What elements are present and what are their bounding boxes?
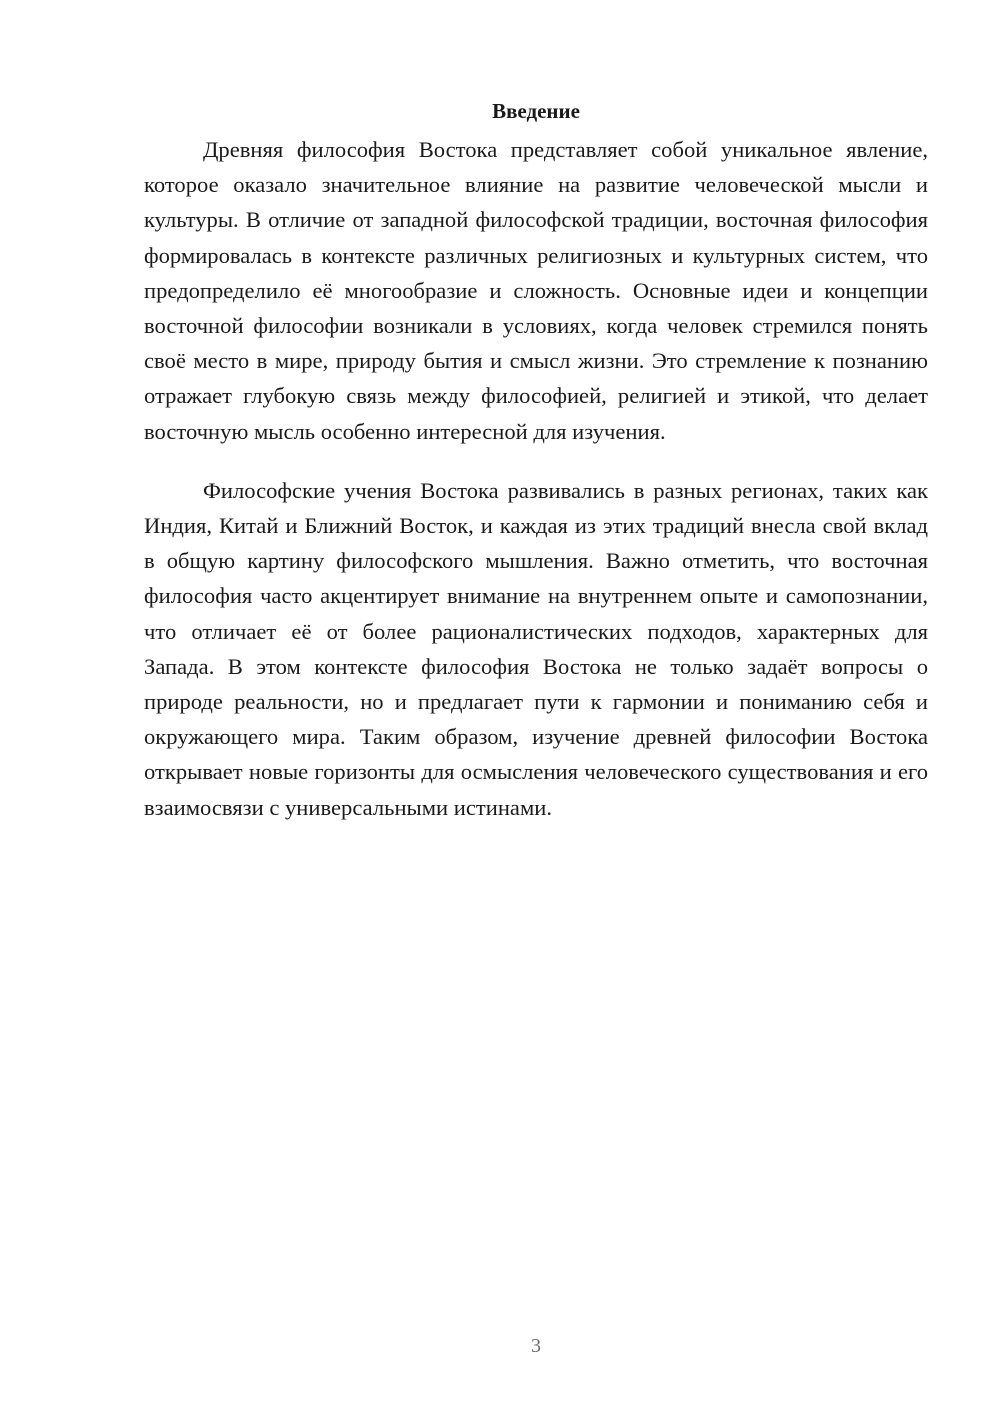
paragraph-1: Древняя философия Востока представляет собой уникальное явление, которое оказало значительное влияние на развитие человеческой мысли и культуры. В отличие от западной философской традиции, восточная философия формировалась в контексте различных религиозных и культурных систем, что предопределило её многообразие и сложность. Основные идеи и концепции восточной философии возникали в условиях, когда человек стремился понять своё место в мире, природу бытия и смысл жизни. Это стремление к познанию отражает глубокую связь между философией, религией и этикой, что делает восточную мысль особенно интересной для изучения. [144,137,928,444]
page-content [144,92,928,825]
section-heading: Введение [492,99,580,123]
paragraph-2: Философские учения Востока развивались в разных регионах, таких как Индия, Китай и Ближний Восток, и каждая из этих традиций внесла свой вклад в общую картину философского мышления. Важно отметить, что восточная философия часто акцентирует внимание на внутреннем опыте и самопознании, что отличает её от более рационалистических подходов, характерных для Запада. В этом контексте философия Востока не только задаёт вопросы о природе реальности, но и предлагает пути к гармонии и пониманию себя и окружающего мира. Таким образом, изучение древней философии Востока открывает новые горизонты для осмысления человеческого существования и его взаимосвязи с универсальными истинами. [144,477,928,820]
page-number: 3 [531,1335,541,1357]
